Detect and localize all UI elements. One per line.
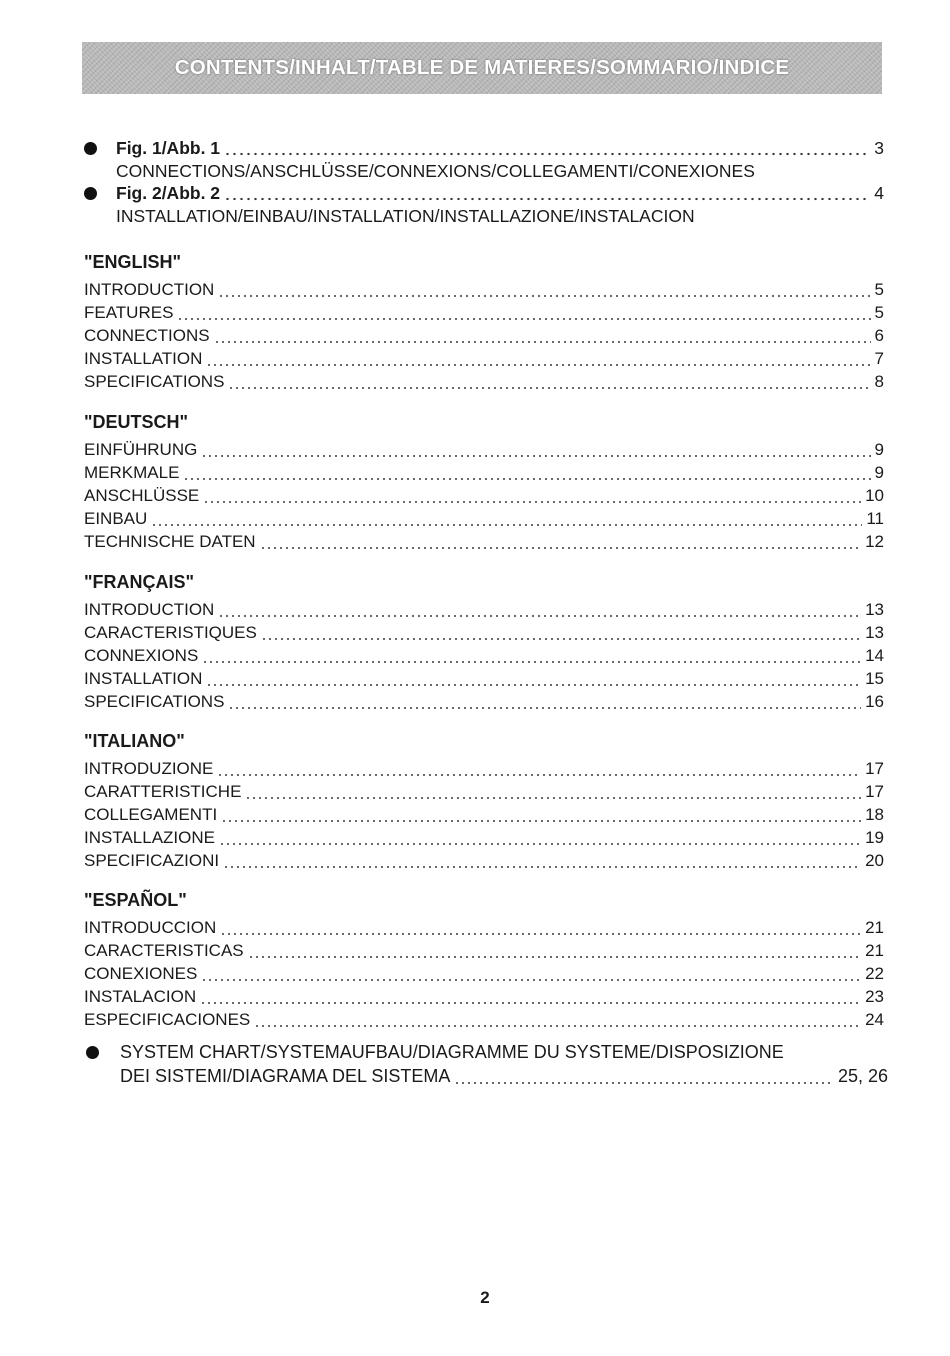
dot-leader <box>183 477 870 481</box>
dot-leader <box>151 523 862 527</box>
entry-label: INTRODUZIONE <box>84 759 214 778</box>
page-ref: 20 <box>865 851 884 870</box>
section-deutsch <box>84 412 884 555</box>
entry-label: CARACTERISTIQUES <box>84 623 257 642</box>
page-ref: 13 <box>865 623 884 642</box>
page-ref: 18 <box>865 805 884 824</box>
entry-label: SPECIFICATIONS <box>84 692 225 711</box>
toc-entry[interactable] <box>84 669 884 692</box>
entry-label: SPECIFICATIONS <box>84 372 225 391</box>
dot-leader <box>219 842 861 846</box>
page-title: CONTENTS/INHALT/TABLE DE MATIERES/SOMMARIO/INDICE <box>174 56 790 79</box>
page-ref: 5 <box>874 280 884 299</box>
section-espanol <box>84 890 884 1033</box>
page-ref: 5 <box>874 303 884 322</box>
figure-entry-1[interactable] <box>84 138 884 184</box>
toc-entry[interactable] <box>84 851 884 874</box>
dot-leader <box>202 660 861 664</box>
dot-leader <box>261 637 861 641</box>
toc-entry[interactable] <box>84 303 884 326</box>
dot-leader <box>203 500 861 504</box>
toc-entry[interactable] <box>84 692 884 715</box>
section-heading: "ITALIANO" <box>84 731 185 751</box>
dot-leader <box>177 317 870 321</box>
toc-entry[interactable] <box>84 463 884 486</box>
section-english <box>84 252 884 395</box>
page-ref: 4 <box>874 183 884 203</box>
page-ref: 7 <box>874 349 884 368</box>
toc-entry[interactable] <box>84 759 884 782</box>
toc-entry[interactable] <box>84 918 884 941</box>
dot-leader <box>201 454 870 458</box>
entry-label: INSTALLAZIONE <box>84 828 215 847</box>
dot-leader <box>217 773 861 777</box>
dot-leader <box>224 197 870 201</box>
page-ref: 22 <box>865 964 884 983</box>
entry-label: SPECIFICAZIONI <box>84 851 220 870</box>
entry-label: TECHNISCHE DATEN <box>84 532 256 551</box>
toc-entry[interactable] <box>84 349 884 372</box>
entry-label: INSTALLATION <box>84 349 203 368</box>
entry-label: INSTALACION <box>84 987 197 1006</box>
toc-entry[interactable] <box>84 782 884 805</box>
system-chart-line2: DEI SISTEMI/DIAGRAMA DEL SISTEMA <box>120 1066 451 1086</box>
page-ref: 25, 26 <box>837 1066 888 1086</box>
dot-leader <box>214 340 871 344</box>
page-ref: 11 <box>866 509 884 528</box>
entry-label: COLLEGAMENTI <box>84 805 218 824</box>
page-ref: 17 <box>865 759 884 778</box>
dot-leader <box>206 363 870 367</box>
entry-label: EINBAU <box>84 509 148 528</box>
toc-entry[interactable] <box>84 532 884 555</box>
toc-entry[interactable] <box>84 326 884 349</box>
section-heading: "ENGLISH" <box>84 252 182 272</box>
page-ref: 13 <box>865 600 884 619</box>
entry-label: CONNECTIONS <box>84 326 210 345</box>
toc-entry[interactable] <box>84 828 884 851</box>
toc-entry[interactable] <box>84 486 884 509</box>
figure-entry-2[interactable] <box>84 183 884 229</box>
entry-label: CONEXIONES <box>84 964 198 983</box>
page-ref: 6 <box>874 326 884 345</box>
page-ref: 15 <box>865 669 884 688</box>
page-ref: 3 <box>874 138 884 158</box>
page-ref: 9 <box>874 440 884 459</box>
toc-entry[interactable] <box>84 600 884 623</box>
page-ref: 12 <box>865 532 884 551</box>
entry-label: ESPECIFICACIONES <box>84 1010 251 1029</box>
entry-label: INTRODUCTION <box>84 600 215 619</box>
system-chart-line1: SYSTEM CHART/SYSTEMAUFBAU/DIAGRAMME DU SYSTEME/DISPOSIZIONE <box>120 1042 784 1062</box>
figure-subtitle: INSTALLATION/EINBAU/INSTALLATION/INSTALLAZIONE/INSTALACION <box>116 206 695 226</box>
entry-label: INSTALLATION <box>84 669 203 688</box>
dot-leader <box>200 1001 861 1005</box>
page-ref: 21 <box>865 918 884 937</box>
page-ref: 23 <box>865 987 884 1006</box>
entry-label: EINFÜHRUNG <box>84 440 198 459</box>
dot-leader <box>245 796 861 800</box>
page-ref: 17 <box>865 782 884 801</box>
entry-label: INTRODUCTION <box>84 280 215 299</box>
toc-entry[interactable] <box>84 509 884 532</box>
dot-leader <box>206 683 861 687</box>
dot-leader <box>260 546 861 550</box>
toc-entry[interactable] <box>84 987 884 1010</box>
bullet-icon <box>84 142 97 155</box>
contents-banner <box>82 42 882 94</box>
dot-leader <box>228 386 870 390</box>
dot-leader <box>228 706 861 710</box>
bullet-icon <box>84 187 97 200</box>
page-ref: 10 <box>865 486 884 505</box>
figure-subtitle: CONNECTIONS/ANSCHLÜSSE/CONNEXIONS/COLLEGAMENTI/CONEXIONES <box>116 161 755 181</box>
toc-entry[interactable] <box>84 646 884 669</box>
page-ref: 21 <box>865 941 884 960</box>
page-ref: 14 <box>865 646 884 665</box>
entry-label: INTRODUCCION <box>84 918 217 937</box>
dot-leader <box>224 152 870 156</box>
dot-leader <box>454 1081 834 1085</box>
toc-entry[interactable] <box>84 805 884 828</box>
section-francais <box>84 572 884 715</box>
entry-label: MERKMALE <box>84 463 180 482</box>
page-ref: 19 <box>865 828 884 847</box>
toc-entry[interactable] <box>84 964 884 987</box>
toc-entry[interactable] <box>84 280 884 303</box>
figure-label: Fig. 2/Abb. 2 <box>116 183 221 203</box>
section-heading: "ESPAÑOL" <box>84 890 187 910</box>
section-heading: "DEUTSCH" <box>84 412 189 432</box>
section-heading: "FRANÇAIS" <box>84 572 195 592</box>
system-chart-entry[interactable] <box>86 1042 888 1090</box>
dot-leader <box>248 955 861 959</box>
toc-entry[interactable] <box>84 623 884 646</box>
entry-label: ANSCHLÜSSE <box>84 486 200 505</box>
page-ref: 16 <box>865 692 884 711</box>
page-ref: 8 <box>874 372 884 391</box>
dot-leader <box>218 614 861 618</box>
entry-label: CARACTERISTICAS <box>84 941 244 960</box>
toc-entry[interactable] <box>84 1010 884 1033</box>
page-ref: 24 <box>865 1010 884 1029</box>
dot-leader <box>223 865 861 869</box>
page-ref: 9 <box>874 463 884 482</box>
figure-label: Fig. 1/Abb. 1 <box>116 138 221 158</box>
entry-label: CARATTERISTICHE <box>84 782 242 801</box>
toc-entry[interactable] <box>84 440 884 463</box>
entry-label: CONNEXIONS <box>84 646 199 665</box>
bullet-icon <box>86 1046 99 1059</box>
dot-leader <box>218 294 870 298</box>
toc-entry[interactable] <box>84 941 884 964</box>
page-number: 2 <box>480 1288 490 1307</box>
section-italiano <box>84 731 884 874</box>
dot-leader <box>201 978 861 982</box>
entry-label: FEATURES <box>84 303 174 322</box>
dot-leader <box>221 819 861 823</box>
toc-entry[interactable] <box>84 372 884 395</box>
dot-leader <box>254 1024 861 1028</box>
dot-leader <box>220 932 861 936</box>
